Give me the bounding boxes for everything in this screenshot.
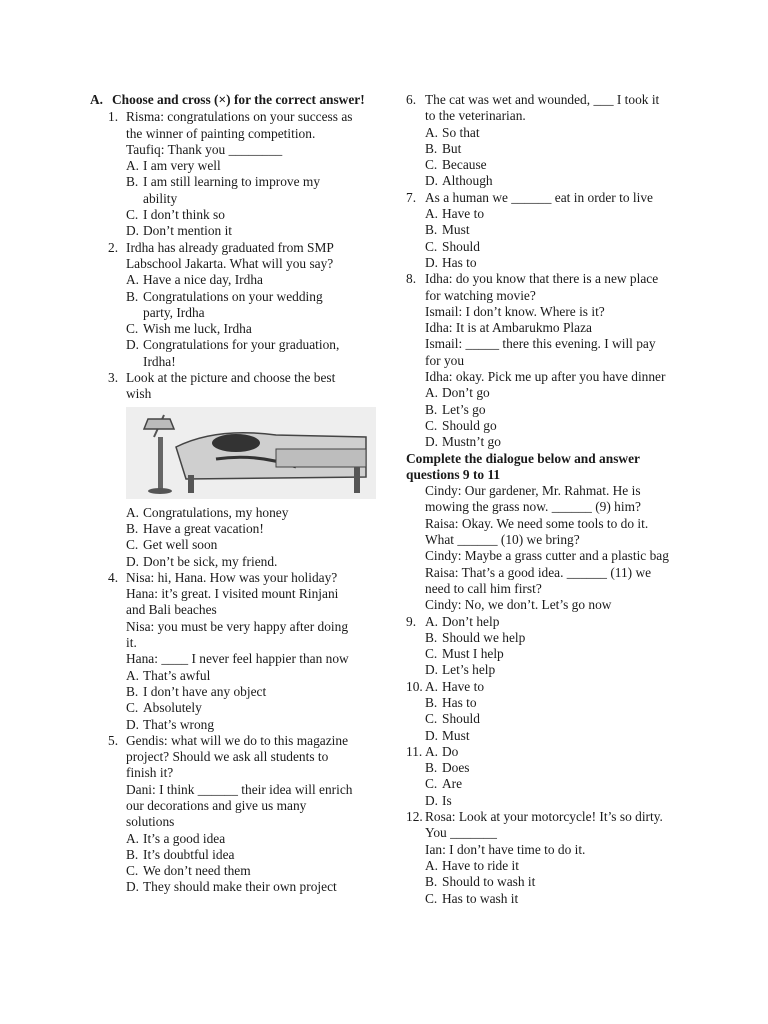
option-text: Must <box>442 727 470 743</box>
option-text: Has to <box>442 694 477 710</box>
question-text-line: Hana: ____ I never feel happier than now <box>126 651 349 667</box>
question-text-line: You _______ <box>425 825 497 841</box>
question-number: 1. <box>108 109 119 125</box>
question-6 <box>406 92 706 190</box>
option-letter: B. <box>425 874 438 890</box>
question-text-line: Gendis: what will we do to this magazine <box>126 732 349 748</box>
option-letter: D. <box>126 879 140 895</box>
option-text: Should <box>442 238 480 254</box>
sick-bed-illustration <box>126 407 376 499</box>
question-number: 9. <box>406 613 417 629</box>
answer-option <box>425 662 706 678</box>
answer-option <box>425 695 706 711</box>
option-letter: A. <box>425 678 439 694</box>
answer-option <box>126 831 380 847</box>
answer-option <box>425 206 706 222</box>
question-10 <box>406 679 706 744</box>
answer-option <box>425 614 706 630</box>
question-8 <box>406 271 706 450</box>
answer-option <box>126 337 380 370</box>
answer-option <box>126 879 380 895</box>
answer-option <box>126 717 380 733</box>
option-text: Does <box>442 760 470 776</box>
question-text-line: Ismail: _____ there this evening. I will pay <box>425 336 656 352</box>
option-text: Let’s help <box>442 662 496 678</box>
question-number: 3. <box>108 370 119 386</box>
option-letter: C. <box>126 863 139 879</box>
answer-option <box>126 272 380 288</box>
answer-option <box>126 207 380 223</box>
question-7 <box>406 190 706 271</box>
section-a-heading <box>90 92 380 108</box>
dialogue-heading-line: questions 9 to 11 <box>406 466 501 482</box>
option-text: ability <box>143 190 178 206</box>
option-text: party, Irdha <box>143 304 205 320</box>
answer-option <box>126 521 380 537</box>
question-number: 2. <box>108 239 119 255</box>
option-letter: B. <box>425 222 438 238</box>
option-text: Should <box>442 711 480 727</box>
answer-option <box>425 874 706 890</box>
answer-option <box>126 174 380 207</box>
answer-option <box>425 728 706 744</box>
option-letter: A. <box>126 830 140 846</box>
option-letter: C. <box>425 238 438 254</box>
answer-option <box>425 760 706 776</box>
right-column <box>406 92 706 907</box>
dialogue-line: Cindy: No, we don’t. Let’s go now <box>425 597 612 613</box>
answer-option <box>425 679 706 695</box>
option-text: So that <box>442 124 480 140</box>
option-letter: C. <box>126 321 139 337</box>
option-text: Don’t mention it <box>143 223 233 239</box>
dialogue-line: mowing the grass now. ______ (9) him? <box>425 499 641 515</box>
answer-option <box>425 418 706 434</box>
option-letter: A. <box>425 743 439 759</box>
option-letter: C. <box>425 417 438 433</box>
answer-option <box>425 793 706 809</box>
option-text: That’s wrong <box>143 716 215 732</box>
option-letter: D. <box>425 434 439 450</box>
option-text: They should make their own project <box>143 879 337 895</box>
option-letter: B. <box>425 629 438 645</box>
question-text-line: Ian: I don’t have time to do it. <box>425 841 586 857</box>
option-text: Congratulations, my honey <box>143 504 289 520</box>
question-text-line: Ismail: I don’t know. Where is it? <box>425 303 605 319</box>
answer-option <box>425 222 706 238</box>
option-text: Don’t go <box>442 385 490 401</box>
question-text-line: Idha: do you know that there is a new place <box>425 271 659 287</box>
option-letter: C. <box>425 157 438 173</box>
option-text: Because <box>442 157 487 173</box>
answer-option <box>425 125 706 141</box>
question-number: 11. <box>406 743 423 759</box>
option-text: I don’t have any object <box>143 683 267 699</box>
option-text: Absolutely <box>143 700 202 716</box>
answer-option <box>425 858 706 874</box>
answer-option <box>425 255 706 271</box>
option-text: I am very well <box>143 158 221 174</box>
option-text: Are <box>442 776 463 792</box>
left-column <box>90 92 380 896</box>
section-label: A. <box>90 92 104 107</box>
option-text: Is <box>442 792 452 808</box>
option-letter: C. <box>425 776 438 792</box>
option-letter: B. <box>126 288 139 304</box>
option-letter: B. <box>126 683 139 699</box>
option-letter: A. <box>425 385 439 401</box>
option-letter: D. <box>425 254 439 270</box>
answer-option <box>425 157 706 173</box>
question-number: 10. <box>406 678 423 694</box>
answer-option <box>425 646 706 662</box>
option-letter: C. <box>126 207 139 223</box>
answer-option <box>425 385 706 401</box>
option-letter: C. <box>425 890 438 906</box>
question-text-line: to the veterinarian. <box>425 108 526 124</box>
dialogue-line: Cindy: Our gardener, Mr. Rahmat. He is <box>425 483 641 499</box>
dialogue-line: need to call him first? <box>425 580 542 596</box>
option-text: It’s a good idea <box>143 830 226 846</box>
answer-option <box>425 744 706 760</box>
option-text: Wish me luck, Irdha <box>143 321 252 337</box>
question-number: 6. <box>406 92 417 107</box>
option-text: Has to <box>442 254 477 270</box>
question-text-line: Taufiq: Thank you ________ <box>126 141 283 157</box>
option-text: But <box>442 140 462 156</box>
option-text: I am still learning to improve my <box>143 174 321 190</box>
option-text: Mustn’t go <box>442 434 501 450</box>
question-text-line: Labschool Jakarta. What will you say? <box>126 255 334 271</box>
option-letter: A. <box>425 857 439 873</box>
option-text: That’s awful <box>143 667 211 683</box>
option-text: Should go <box>442 417 497 433</box>
answer-option <box>126 668 380 684</box>
option-text: Should we help <box>442 629 526 645</box>
question-text-line: finish it? <box>126 765 174 781</box>
option-letter: B. <box>425 694 438 710</box>
question-number: 4. <box>108 569 119 585</box>
answer-option <box>126 223 380 239</box>
question-text-line: Idha: It is at Ambarukmo Plaza <box>425 320 592 336</box>
option-letter: B. <box>425 401 438 417</box>
option-letter: B. <box>126 846 139 862</box>
option-text: Have to <box>442 678 485 694</box>
answer-option <box>126 289 380 322</box>
answer-option <box>425 402 706 418</box>
option-letter: D. <box>126 716 140 732</box>
question-text-line: our decorations and give us many <box>126 797 307 813</box>
question-text-line: wish <box>126 386 152 402</box>
option-text: Congratulations on your wedding <box>143 288 323 304</box>
option-letter: D. <box>425 727 439 743</box>
option-letter: D. <box>126 553 140 569</box>
question-text-line: Look at the picture and choose the best <box>126 370 336 386</box>
question-12 <box>406 809 706 907</box>
question-5 <box>90 733 380 896</box>
option-letter: D. <box>425 662 439 678</box>
option-letter: B. <box>425 140 438 156</box>
option-text: Irdha! <box>143 353 176 369</box>
option-letter: D. <box>425 792 439 808</box>
question-text-line: and Bali beaches <box>126 602 217 618</box>
dialogue-heading-line: Complete the dialogue below and answer <box>406 450 640 466</box>
answer-option <box>425 711 706 727</box>
section-instruction: Choose and cross (×) for the correct answer! <box>112 92 365 107</box>
question-number: 7. <box>406 189 417 205</box>
dialogue-line: Raisa: That’s a good idea. ______ (11) we <box>425 564 652 580</box>
option-text: I don’t think so <box>143 207 225 223</box>
answer-option <box>126 321 380 337</box>
answer-option <box>425 141 706 157</box>
question-2 <box>90 240 380 370</box>
option-letter: B. <box>126 174 139 190</box>
answer-option <box>126 847 380 863</box>
question-text-line: The cat was wet and wounded, ___ I took it <box>425 92 660 107</box>
answer-option <box>425 434 706 450</box>
option-letter: B. <box>425 760 438 776</box>
question-3 <box>90 370 380 570</box>
question-text-line: Hana: it’s great. I visited mount Rinjani <box>126 586 339 602</box>
answer-option <box>126 537 380 553</box>
option-letter: D. <box>126 337 140 353</box>
question-picture <box>126 407 376 499</box>
question-text-line: for you <box>425 352 465 368</box>
option-text: Don’t help <box>442 613 500 629</box>
option-text: Must <box>442 222 470 238</box>
option-text: Should to wash it <box>442 874 536 890</box>
option-text: Have a nice day, Irdha <box>143 272 263 288</box>
answer-option <box>425 776 706 792</box>
option-letter: C. <box>425 711 438 727</box>
answer-option <box>126 700 380 716</box>
question-text-line: Idha: okay. Pick me up after you have dinner <box>425 369 666 385</box>
question-1 <box>90 109 380 239</box>
option-letter: A. <box>126 667 140 683</box>
option-text: It’s doubtful idea <box>143 846 235 862</box>
question-text-line: it. <box>126 635 137 651</box>
answer-option <box>425 173 706 189</box>
option-text: Have to <box>442 206 485 222</box>
option-letter: A. <box>425 206 439 222</box>
answer-option <box>126 863 380 879</box>
question-text-line: for watching movie? <box>425 287 536 303</box>
dialogue-text <box>406 483 706 613</box>
option-text: Don’t be sick, my friend. <box>143 553 278 569</box>
option-letter: C. <box>126 537 139 553</box>
answer-option <box>126 505 380 521</box>
option-text: Although <box>442 173 493 189</box>
option-letter: A. <box>126 504 140 520</box>
answer-option <box>425 891 706 907</box>
question-text-line: Dani: I think ______ their idea will enrich <box>126 781 353 797</box>
option-text: Has to wash it <box>442 890 519 906</box>
option-letter: D. <box>425 173 439 189</box>
question-number: 12. <box>406 809 423 825</box>
question-text-line: Nisa: hi, Hana. How was your holiday? <box>126 569 338 585</box>
dialogue-line: Raisa: Okay. We need some tools to do it. <box>425 515 649 531</box>
option-letter: A. <box>425 124 439 140</box>
question-9 <box>406 614 706 679</box>
question-text-line: As a human we ______ eat in order to live <box>425 189 653 205</box>
dialogue-line: What ______ (10) we bring? <box>425 532 580 548</box>
option-text: Get well soon <box>143 537 218 553</box>
answer-option <box>126 684 380 700</box>
option-text: Have to ride it <box>442 857 519 873</box>
option-text: Let’s go <box>442 401 486 417</box>
answer-option <box>126 158 380 174</box>
option-letter: C. <box>425 646 438 662</box>
question-11 <box>406 744 706 809</box>
question-text-line: project? Should we ask all students to <box>126 749 329 765</box>
dialogue-heading <box>406 451 706 484</box>
question-number: 8. <box>406 271 417 287</box>
option-letter: A. <box>126 272 140 288</box>
question-text-line: Rosa: Look at your motorcycle! It’s so dirty. <box>425 809 663 825</box>
answer-option <box>425 239 706 255</box>
question-number: 5. <box>108 732 119 748</box>
option-letter: C. <box>126 700 139 716</box>
option-letter: D. <box>126 223 140 239</box>
dialogue-line: Cindy: Maybe a grass cutter and a plastic bag <box>425 548 669 564</box>
option-letter: A. <box>425 613 439 629</box>
question-text-line: solutions <box>126 814 175 830</box>
answer-option <box>126 554 380 570</box>
option-text: We don’t need them <box>143 863 251 879</box>
question-text-line: the winner of painting competition. <box>126 125 316 141</box>
option-letter: B. <box>126 520 139 536</box>
option-text: Have a great vacation! <box>143 520 264 536</box>
option-letter: A. <box>126 158 140 174</box>
question-text-line: Irdha has already graduated from SMP <box>126 239 334 255</box>
answer-option <box>425 630 706 646</box>
question-text-line: Risma: congratulations on your success as <box>126 109 353 125</box>
option-text: Must I help <box>442 646 504 662</box>
option-text: Congratulations for your graduation, <box>143 337 340 353</box>
option-text: Do <box>442 743 459 759</box>
question-text-line: Nisa: you must be very happy after doing <box>126 618 349 634</box>
question-4 <box>90 570 380 733</box>
